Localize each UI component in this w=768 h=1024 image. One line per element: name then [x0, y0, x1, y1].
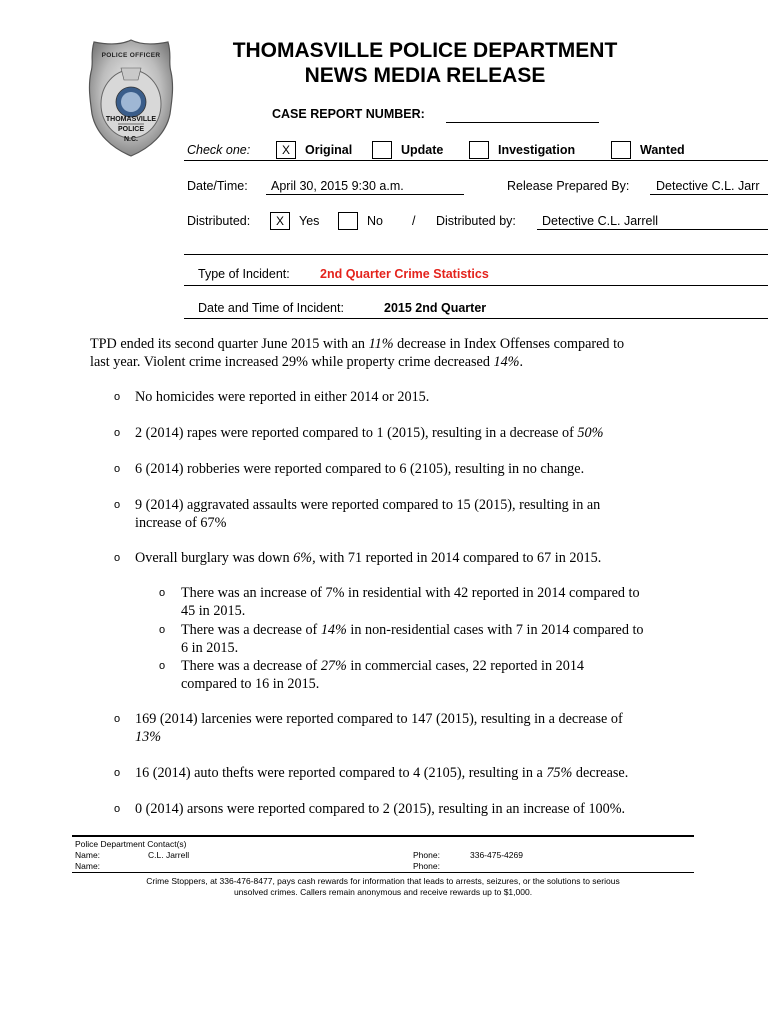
distributed-yes-checkbox: X — [270, 212, 290, 230]
non-residential-item: There was a decrease of 14% in non-residential cases with 7 in 2014 compared to 6 in 2015. — [181, 622, 644, 656]
sub-bullet-marker: o — [159, 624, 166, 636]
residential-item: There was an increase of 7% in residential with 42 reported in 2014 compared to 45 in 2015. — [181, 585, 640, 619]
badge-city-text: THOMASVILLE — [105, 116, 157, 123]
auto-thefts-item: 16 (2014) auto thefts were reported compared to 4 (2105), resulting in a 75% decrease. — [135, 765, 629, 781]
date-time-value: April 30, 2015 9:30 a.m. — [271, 179, 404, 193]
case-report-number-field — [446, 122, 599, 123]
assaults-item: 9 (2014) aggravated assaults were reported compared to 15 (2015), resulting in an increase of 67% — [135, 497, 601, 531]
investigation-checkbox — [469, 141, 489, 159]
sub-bullet-marker: o — [159, 587, 166, 599]
distributed-label: Distributed: — [187, 214, 251, 228]
badge-top-text: POLICE OFFICER — [101, 52, 161, 59]
incident-type-label: Type of Incident: — [198, 267, 290, 281]
crime-stoppers-line-1: Crime Stoppers, at 336-476-8477, pays cash rewards for information that leads to arrests, seizures, or the solutions to serious — [146, 876, 620, 886]
divider — [184, 160, 768, 161]
update-checkbox — [372, 141, 392, 159]
crime-stoppers-line-2: unsolved crimes. Callers remain anonymous and receive rewards up to $1,000. — [233, 887, 533, 897]
update-label: Update — [401, 143, 444, 157]
prepared-by-underline — [650, 194, 768, 195]
contact-name2-label: Name: — [75, 861, 101, 871]
department-title: THOMASVILLE POLICE DEPARTMENT — [232, 39, 618, 62]
incident-date-value: 2015 2nd Quarter — [384, 301, 487, 315]
distributed-by-value: Detective C.L. Jarrell — [542, 214, 659, 228]
date-time-label: Date/Time: — [187, 179, 248, 193]
badge-dept-text: POLICE — [117, 126, 145, 133]
contact-name-label: Name: — [75, 850, 101, 860]
case-report-label: CASE REPORT NUMBER: — [272, 107, 425, 121]
divider — [184, 254, 768, 255]
distributed-yes-label: Yes — [299, 214, 320, 228]
contact-phone-label: Phone: — [413, 850, 440, 860]
rapes-item: 2 (2014) rapes were reported compared to 1 (2015), resulting in a decrease of 50% — [135, 425, 604, 441]
check-one-label: Check one: — [187, 143, 251, 157]
original-label: Original — [305, 143, 353, 157]
distributed-no-checkbox — [338, 212, 358, 230]
larcenies-item: 169 (2014) larcenies were reported compared to 147 (2015), resulting in a decrease of 13% — [135, 711, 623, 745]
bullet-marker: o — [114, 713, 121, 725]
footer-divider — [72, 872, 694, 873]
distributed-no-label: No — [367, 214, 383, 228]
distributed-by-underline — [537, 229, 768, 230]
wanted-label: Wanted — [640, 143, 685, 157]
prepared-by-value: Detective C.L. Jarr — [656, 179, 760, 193]
arsons-item: 0 (2014) arsons were reported compared to 2 (2015), resulting in an increase of 100%. — [135, 801, 626, 817]
contact-phone2-label: Phone: — [413, 861, 440, 871]
bullet-marker: o — [114, 552, 121, 564]
bullet-marker: o — [114, 767, 121, 779]
original-checkbox: X — [276, 141, 296, 159]
investigation-label: Investigation — [498, 143, 576, 157]
separator-slash: / — [412, 214, 416, 228]
robberies-item: 6 (2014) robberies were reported compared to 6 (2105), resulting in no change. — [135, 461, 585, 477]
bullet-marker: o — [114, 391, 121, 403]
sub-bullet-marker: o — [159, 660, 166, 672]
wanted-checkbox — [611, 141, 631, 159]
police-badge-logo — [88, 38, 174, 158]
homicides-item: No homicides were reported in either 2014 or 2015. — [135, 389, 430, 405]
contact-name-value: C.L. Jarrell — [148, 850, 190, 860]
badge-state-text: N.C. — [124, 136, 138, 143]
contact-heading: Police Department Contact(s) — [75, 839, 187, 849]
bullet-marker: o — [114, 463, 121, 475]
divider — [184, 318, 768, 319]
incident-type-value: 2nd Quarter Crime Statistics — [320, 267, 489, 281]
commercial-item: There was a decrease of 27% in commercial cases, 22 reported in 2014 compared to 16 in 2015. — [181, 658, 585, 692]
release-title: NEWS MEDIA RELEASE — [304, 64, 546, 87]
prepared-by-label: Release Prepared By: — [507, 179, 630, 193]
date-time-underline — [266, 194, 464, 195]
incident-date-label: Date and Time of Incident: — [198, 301, 344, 315]
burglary-item: Overall burglary was down 6%, with 71 reported in 2014 compared to 67 in 2015. — [135, 550, 602, 566]
intro-paragraph: TPD ended its second quarter June 2015 with an 11% decrease in Index Offenses compared to last year. Violent crime increased 29% while property crime decreased 14%. — [90, 336, 625, 370]
bullet-marker: o — [114, 499, 121, 511]
footer-divider — [72, 835, 694, 837]
bullet-marker: o — [114, 803, 121, 815]
contact-phone-value: 336-475-4269 — [470, 850, 523, 860]
divider — [184, 285, 768, 286]
bullet-marker: o — [114, 427, 121, 439]
distributed-by-label: Distributed by: — [436, 214, 516, 228]
